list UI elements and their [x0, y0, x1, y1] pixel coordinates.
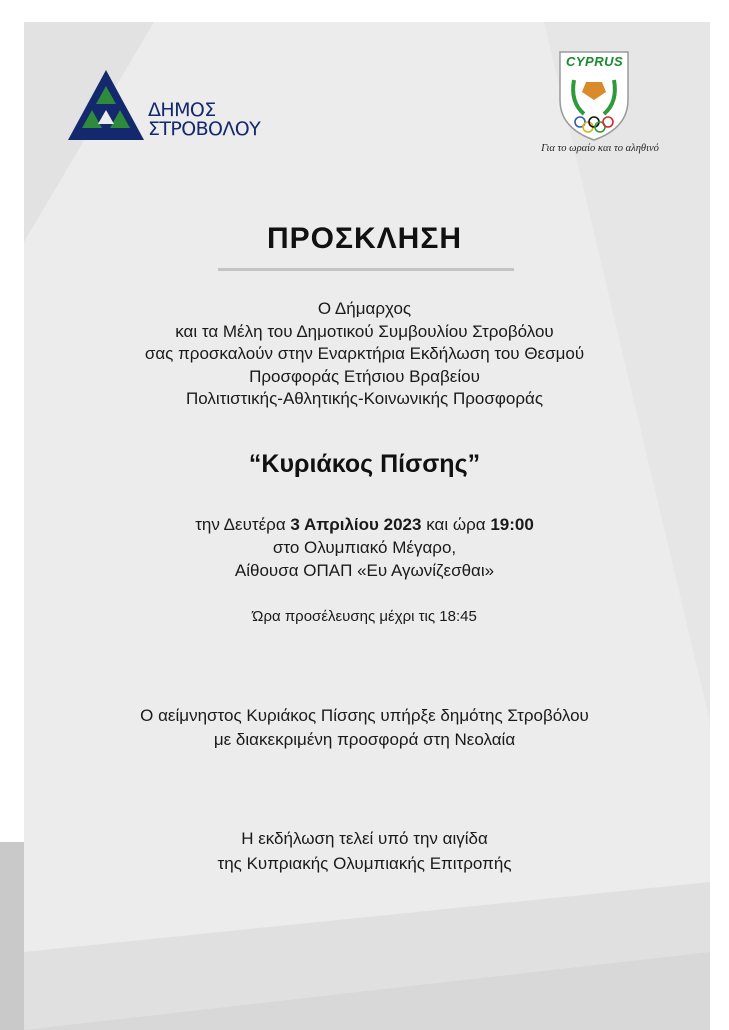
intro-line: και τα Μέλη του Δημοτικού Συμβουλίου Στροβόλου: [175, 321, 554, 341]
event-details: [0, 513, 729, 582]
time-prefix: και ώρα: [421, 515, 491, 534]
intro-line: Πολιτιστικής-Αθλητικής-Κοινωνικής Προσφοράς: [185, 389, 544, 408]
memorial-text: [0, 704, 729, 752]
venue-room-line: Αίθουσα ΟΠΑΠ «Ευ Αγωνίζεσθαι»: [234, 561, 495, 580]
invitation-intro: [0, 298, 729, 411]
invitation-title: ΠΡΟΣΚΛΗΣΗ: [266, 222, 463, 255]
strovolos-municipality-logo: [64, 66, 274, 146]
intro-line: Προσφοράς Ετήσιου Βραβείου: [249, 366, 480, 386]
olympic-motto: Για το ωραίο και το αληθινό: [541, 143, 659, 154]
municipality-name-line2: ΣΤΡΟΒΟΛΟΥ: [148, 118, 261, 140]
memorial-line: Ο αείμνηστος Κυριάκος Πίσσης υπήρξε δημότης Στροβόλου: [140, 706, 589, 725]
date-time-line: [0, 513, 729, 536]
event-time: 19:00: [490, 515, 534, 534]
arrival-time-note: Ώρα προσέλευσης μέχρι τις 18:45: [252, 608, 477, 625]
auspices-text: [0, 826, 729, 876]
intro-line: σας προσκαλούν στην Εναρκτήρια Εκδήλωση του Θεσμού: [144, 344, 585, 363]
cyprus-logo-word: CYPRUS: [566, 54, 624, 69]
auspices-line: Η εκδήλωση τελεί υπό την αιγίδα: [241, 829, 488, 848]
municipality-name: [148, 101, 260, 139]
title-divider: [218, 268, 514, 271]
date-prefix: την Δευτέρα: [195, 515, 291, 534]
intro-line: Ο Δήμαρχος: [317, 299, 412, 318]
honoree-name: “Κυριάκος Πίσσης”: [248, 450, 481, 478]
memorial-line: με διακεκριμένη προσφορά στη Νεολαία: [213, 730, 516, 749]
strovolos-triangle-icon: [64, 66, 154, 146]
event-date: 3 Απριλίου 2023: [290, 515, 422, 534]
venue-line: στο Ολυμπιακό Μέγαρο,: [272, 538, 457, 557]
auspices-line: της Κυπριακής Ολυμπιακής Επιτροπής: [217, 854, 512, 873]
municipality-name-line1: ΔΗΜΟΣ: [148, 99, 216, 121]
